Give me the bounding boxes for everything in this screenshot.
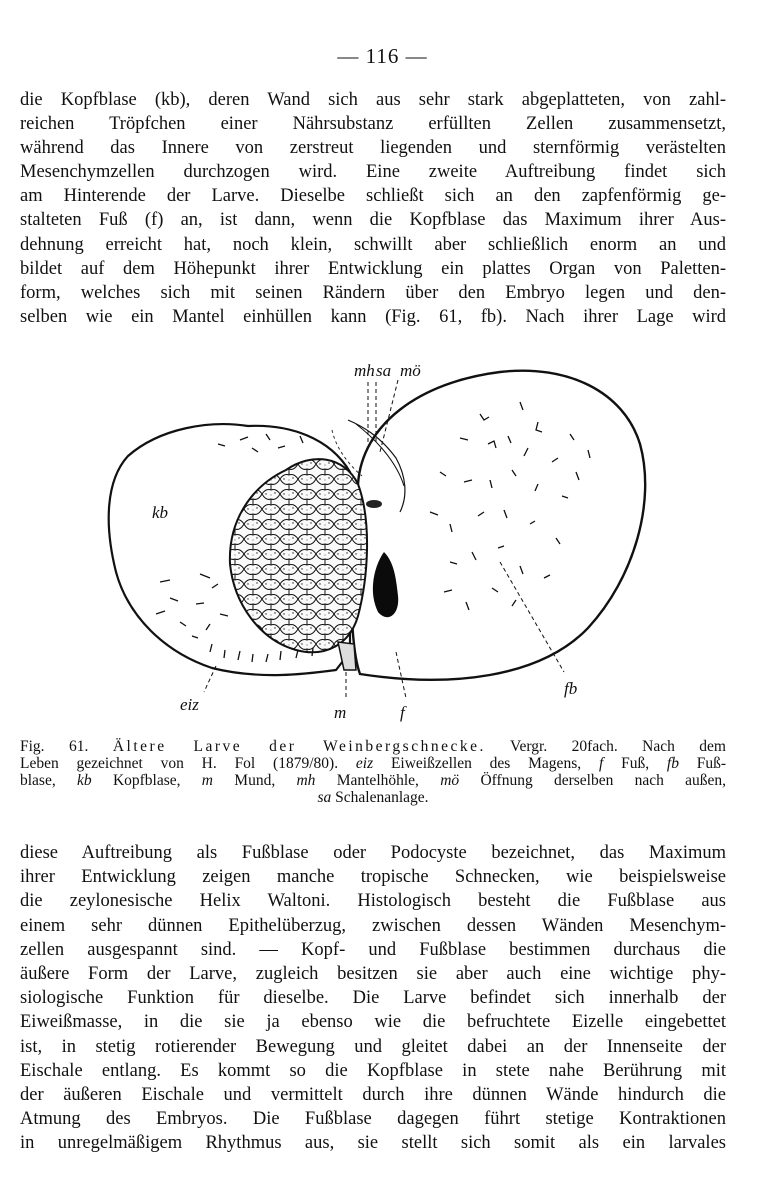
label-m: m: [334, 703, 347, 722]
figure-caption: [20, 738, 726, 806]
caption-abbr: eiz: [355, 755, 374, 772]
caption-line: [20, 738, 726, 755]
caption-abbr: sa: [317, 789, 332, 806]
text-line: form, welches sich mit seinen Rändern über den Embryo legen und den-: [20, 282, 726, 303]
caption-abbr: m: [201, 772, 213, 789]
caption-abbr: kb: [77, 772, 92, 789]
text-line: ihrer Entwicklung zeigen manche tropische Schnecken, wie beispielsweise: [20, 867, 726, 888]
text-line: während das Innere von zerstreut liegenden und sternförmig verästelten: [20, 138, 726, 159]
text-line: die Kopfblase (kb), deren Wand sich aus sehr stark abgeplatteten, von zahl-: [20, 90, 726, 110]
text-line: äußere Form der Larve, zugleich besitzen sie aber auch eine wichtige phy-: [20, 963, 726, 984]
caption-text: Mantelhöhle,: [336, 772, 419, 789]
caption-text: Kopfblase,: [112, 772, 181, 789]
text-line: die zeylonesische Helix Waltoni. Histologisch besteht die Fußblase aus: [20, 891, 726, 912]
text-line: Eischale entlang. Es kommt so die Kopfblase in stete nahe Berührung mit: [20, 1060, 726, 1081]
text-line: reichen Tröpfchen einer Nährsubstanz erfüllten Zellen zusammensetzt,: [20, 114, 726, 135]
text-line: einem sehr dünnen Epithelüberzug, zwischen dessen Wänden Mesenchym-: [20, 915, 726, 936]
text-line: stalteten Fuß (f) an, ist dann, wenn die Kopfblase das Maximum ihrer Aus-: [20, 210, 726, 231]
caption-line: [20, 772, 726, 789]
text-line: zellen ausgespannt sind. — Kopf- und Fußblase bestimmen durchaus die: [20, 939, 726, 960]
text-line: diese Auftreibung als Fußblase oder Podocyste bezeichnet, das Maximum: [20, 843, 726, 863]
label-eiz: eiz: [180, 695, 199, 714]
bottom-paragraph: [20, 841, 726, 1155]
text-line: am Hinterende der Larve. Dieselbe schließt sich an den zapfenförmig ge-: [20, 186, 726, 207]
label-kb: kb: [152, 503, 169, 522]
caption-text: blase,: [20, 772, 56, 789]
text-line: der äußeren Eischale und vermittelt durch ihre dünnen Wände hindurch die: [20, 1084, 726, 1105]
caption-abbr: mö: [440, 772, 460, 789]
label-f: f: [400, 703, 405, 722]
text-line: bildet auf dem Höhepunkt ihrer Entwicklung ein plattes Organ von Paletten-: [20, 258, 726, 279]
caption-text: Schalenanlage.: [335, 789, 429, 806]
caption-text: Öffnung derselben nach außen,: [480, 772, 727, 789]
caption-text: Eiweißzellen des Magens,: [390, 755, 582, 772]
top-paragraph: [20, 88, 726, 329]
label-mh: mh: [354, 361, 375, 380]
text-line: Eiweißmasse, in die sie ja ebenso wie die befruchtete Eizelle eingebettet: [20, 1012, 726, 1033]
caption-abbr: mh: [296, 772, 316, 789]
label-fb: fb: [564, 679, 578, 698]
mouth-structure: [338, 642, 356, 670]
caption-abbr: f: [598, 755, 604, 772]
text-line: in unregelmäßigem Rhythmus aus, sie stellt sich somit als ein larvales: [20, 1133, 726, 1154]
caption-text: Leben gezeichnet von H. Fol (1879/80).: [20, 755, 339, 772]
page-number: — 116 —: [337, 44, 428, 68]
caption-text: Fuß,: [621, 755, 650, 772]
caption-title: Ältere Larve der Weinbergschnecke.: [112, 738, 486, 755]
text-line: siologische Funktion für dieselbe. Die Larve befindet sich innerhalb der: [20, 988, 726, 1009]
fussblase-outline: [351, 371, 645, 680]
caption-text: Mund,: [234, 772, 276, 789]
caption-fig-number: Fig. 61.: [20, 738, 89, 755]
figure-61-larva-illustration: [100, 352, 660, 732]
caption-text: Vergr. 20fach. Nach dem: [510, 738, 726, 755]
caption-line: [20, 755, 726, 772]
caption-text: Fuß-: [696, 755, 727, 772]
text-line: dehnung erreicht hat, noch klein, schwillt aber schließlich enorm an und: [20, 234, 726, 255]
text-line: Atmung des Embryos. Die Fußblase dagegen führt stetige Kontraktionen: [20, 1109, 726, 1130]
caption-abbr: fb: [666, 755, 679, 772]
label-sa: sa: [376, 361, 392, 380]
label-mo: mö: [400, 361, 421, 380]
text-line: Mesenchymzellen durchzogen wird. Eine zweite Auftreibung findet sich: [20, 162, 726, 183]
text-line: selben wie ein Mantel einhüllen kann (Fig. 61, fb). Nach ihrer Lage wird: [20, 306, 726, 327]
text-line: ist, in stetig rotierender Bewegung und gleitet dabei an der Innenseite der: [20, 1036, 726, 1057]
caption-line: [20, 789, 726, 806]
